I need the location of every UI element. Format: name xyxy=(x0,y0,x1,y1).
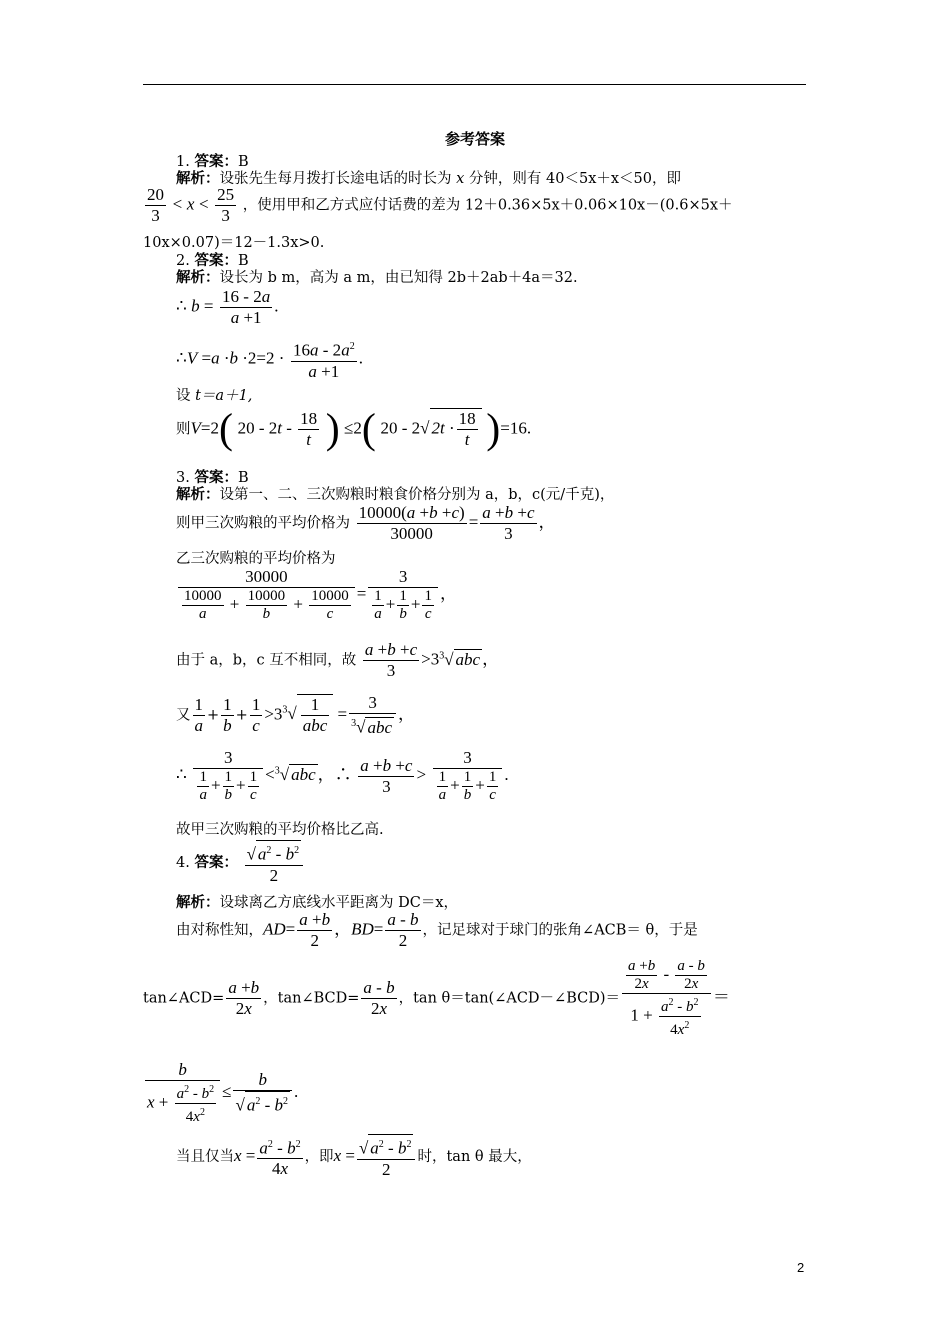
fraction-mean-2: $\frac{a +b +c}{3}$ xyxy=(360,755,413,796)
q4-text-3a: tan∠ACD= xyxy=(143,990,225,1007)
q4-text-5c: 时，tan θ 最大， xyxy=(417,1148,532,1165)
fraction-jia-2: $\frac{a +b +c}{3}$ xyxy=(482,503,535,543)
q4-text-5a: 当且仅当 xyxy=(176,1148,234,1165)
fraction-jia: $\frac{10000(a +b +c)}{30000}$ xyxy=(358,503,465,543)
fraction-yi-4: 3 $\frac{1}{a}$ + $\frac{1}{b}$ + $\frac{1}{c}$ xyxy=(433,748,503,804)
header-rule xyxy=(143,84,806,85)
page-number: 2 xyxy=(797,1260,805,1275)
q1-number: 1. xyxy=(176,154,190,170)
fraction-bd: $\frac{a - b}{2}$ xyxy=(387,910,419,950)
q1-var-x: x xyxy=(456,171,465,187)
q4-text-2b: ，记足球对于球门的张角∠ACB＝ θ，于是 xyxy=(422,922,698,939)
q2-answer: B xyxy=(237,253,249,269)
q2-result: =16 xyxy=(500,418,527,438)
q2-then: 则 xyxy=(176,421,191,438)
q4-analysis-line1 xyxy=(176,891,458,912)
fraction-yi: 30000 $\frac{10000}{a}$ + $\frac{10000}{b}$ + $\frac{10000}{c}$ xyxy=(178,567,355,623)
q4-text-5b: ，即 xyxy=(304,1148,334,1165)
q4-line2: 由对称性知，AD= $\frac{a +b}{2}$ ，BD= $\frac{a - b}{2}$ ，记足球对于球门的张角∠ACB＝ θ，于是 xyxy=(176,910,698,950)
q3-line4: 由于 a，b，c 互不相同，故 $\frac{a +b +c}{3}$ $>3^3√$ abc ， xyxy=(176,640,500,680)
q3-answer: B xyxy=(237,470,249,486)
fraction-tan-bcd: $\frac{a - b}{2x}$ xyxy=(363,978,395,1018)
fraction-20-3: $\frac{20}{3}$ xyxy=(147,185,164,225)
q3-analysis-line1 xyxy=(176,483,614,504)
fraction-q4-answer: $\frac{√ a^2 - b^2}{2}$ xyxy=(245,840,304,886)
fraction-ad: $\frac{a +b}{2}$ xyxy=(299,910,331,950)
q1-answer: B xyxy=(237,154,249,170)
fraction-mean: $\frac{a +b +c}{3}$ xyxy=(364,640,418,680)
fraction-x-2: $\frac{√ a^2 - b^2}{2}$ xyxy=(357,1134,416,1180)
fraction-1-abc: $\frac{1}{\text{abc}}$ xyxy=(302,694,328,735)
fraction-yi-2: 3 $\frac{1}{a}$ + $\frac{1}{b}$ + $\frac{1}{c}$ xyxy=(368,567,438,623)
q3-text-1: 设第一、二、三次购粮时粮食价格分别为 a，b，c(元/千克)， xyxy=(219,487,615,503)
q3-conclusion: 故甲三次购粮的平均价格比乙高. xyxy=(176,822,384,838)
fraction-18-t: $\frac{18}{t}$ xyxy=(300,408,318,449)
q2-text-1: 设长为 b m，高为 a m，由已知得 2b＋2ab＋4a＝32. xyxy=(219,270,578,286)
fraction-1-b: $\frac{1}{b}$ xyxy=(223,694,232,735)
fraction-25-3: $\frac{25}{3}$ xyxy=(217,185,235,225)
q2-t: t＝a＋1, xyxy=(195,388,253,404)
answer-label: 答案： xyxy=(194,853,238,871)
q3-number: 3. xyxy=(176,470,190,486)
q3-line2: 则甲三次购粮的平均价格为 $\frac{10000(a +b +c)}{30000}$ = $\frac{a +b +c}{3}$ ， xyxy=(176,503,556,543)
fraction-b-over: b x + $\frac{a^2 - b^2}{4x^2}$ xyxy=(145,1060,220,1126)
fraction-18-t-2: $\frac{18}{t}$ xyxy=(458,409,476,449)
q2-number: 2. xyxy=(176,253,190,269)
fraction-v: $\frac{16a - 2a^2}{a +1}$ xyxy=(291,337,357,382)
fraction-tan-acd: $\frac{a +b}{2x}$ xyxy=(228,978,260,1018)
q3-line5: 又 $\frac{1}{a}$ + $\frac{1}{b}$ + $\frac{1}{c}$ $>3^3√$ $\frac{1}{\text{abc}}$ = $\frac{3}{^3√ abc}$ ， xyxy=(176,693,416,737)
q4-line4: b x + $\frac{a^2 - b^2}{4x^2}$ ≤ $\frac{b}{√ a^2 - b^2}$ . xyxy=(147,1060,299,1125)
fraction-b: $\frac{16 - 2a}{a +1}$ xyxy=(222,287,271,327)
analysis-label: 解析： xyxy=(176,486,220,503)
q4-line3: tan∠ACD= $\frac{a +b}{2x}$ ，tan∠BCD= $\frac{a - b}{2x}$ ，tan θ＝tan(∠ACD－∠BCD)＝ $\frac{a +b}{2x}$ - $\frac{a - b}{2x}$ 1 + $\frac{a^2 - b^2}{4x^2}$ ＝ xyxy=(143,958,730,1038)
q2-substitution xyxy=(176,384,252,405)
q4-text-1: 设球离乙方底线水平距离为 DC＝x， xyxy=(219,895,459,911)
answer-label: 答案： xyxy=(194,469,238,486)
analysis-label: 解析： xyxy=(176,269,220,286)
q2-formula-b: ∴ b = $\frac{16 - 2a}{a +1}$ . xyxy=(176,287,279,327)
page-title: 参考答案 xyxy=(444,130,505,148)
q3-text-5: 又 xyxy=(176,707,191,724)
q2-analysis-line1 xyxy=(176,266,578,287)
answer-label: 答案： xyxy=(194,153,238,170)
sqrt-2t: 2t · $\frac{18}{t}$ xyxy=(430,408,482,450)
q1-text-2: ，使用甲和乙方式应付话费的差为 12＋0.36×5x＋0.06×10x－(0.6×5x＋ xyxy=(242,197,733,214)
q3-text-2: 则甲三次购粮的平均价格为 xyxy=(176,515,350,532)
q3-line3: 乙三次购粮的平均价格为 xyxy=(176,551,336,567)
fraction-x-1: $\frac{a^2 - b^2}{4x}$ xyxy=(257,1135,302,1180)
q1-analysis-line2: $\frac{20}{3}$ < x < $\frac{25}{3}$ ，使用甲和乙方式应付话费的差为 12＋0.36×5x＋0.06×10x－(0.6×5x＋ xyxy=(147,185,733,225)
analysis-label: 解析： xyxy=(176,170,220,187)
q3-text-4: 由于 a，b，c 互不相同，故 xyxy=(176,652,357,669)
fraction-1-a: $\frac{1}{a}$ xyxy=(194,694,203,735)
q3-yi-formula: 30000 $\frac{10000}{a}$ + $\frac{10000}{b}$ + $\frac{10000}{c}$ = 3 $\frac{1}{a}$ + $\frac{1}{b}$ + $\frac{1}{c}$ ， xyxy=(176,567,457,623)
q1-analysis-line3: 10x×0.07)＝12－1.3x>0. xyxy=(143,235,325,251)
sqrt-1-abc xyxy=(297,694,334,736)
q2-let: 设 xyxy=(176,388,191,404)
q4-text-3c: ，tan θ＝tan(∠ACD－∠BCD)＝ xyxy=(398,990,621,1007)
q3-line6: ∴ 3 $\frac{1}{a}$ + $\frac{1}{b}$ + $\frac{1}{c}$ <$^3$√ abc ，∴ $\frac{a +b +c}{3}$ > 3 $\frac{1}{a}$ + $\frac{1}{b}$ + $\frac{1}{c}$ . xyxy=(176,748,509,803)
q2-inequality: 则V=2( 20 - 2t - $\frac{18}{t}$ ) ≤2( 20 - 2√ 2t · $\frac{18}{t}$ )=16. xyxy=(176,406,532,453)
q4-number: 4. xyxy=(176,854,190,871)
fraction-1-c: $\frac{1}{c}$ xyxy=(251,694,261,735)
q1-text-1: 设张先生每月拨打长途电话的时长为 xyxy=(219,171,452,187)
q4-answer-line xyxy=(176,840,305,886)
q1-text-1b: 分钟，则有 40＜5x＋x＜50，即 xyxy=(468,171,681,187)
fraction-tan-theta: $\frac{a +b}{2x}$ - $\frac{a - b}{2x}$ 1 + $\frac{a^2 - b^2}{4x^2}$ xyxy=(622,958,711,1039)
fraction-b-sqrt: $\frac{b}{√ a^2 - b^2}$ xyxy=(233,1070,292,1116)
fraction-3-cbrt: $\frac{3}{^3√ abc}$ xyxy=(349,693,396,738)
fraction-yi-3: 3 $\frac{1}{a}$ + $\frac{1}{b}$ + $\frac{1}{c}$ xyxy=(193,748,263,804)
q2-formula-v: ∴V =a ·b ·2=2 · $\frac{16a - 2a^2}{a +1}$ . xyxy=(176,337,363,382)
analysis-label: 解析： xyxy=(176,894,220,911)
q4-line5: 当且仅当x = $\frac{a^2 - b^2}{4x}$ ，即x = $\frac{√ a^2 - b^2}{2}$ 时，tan θ 最大， xyxy=(176,1134,532,1180)
q4-text-2a: 由对称性知， xyxy=(176,922,263,939)
answer-label: 答案： xyxy=(194,252,238,269)
q4-text-3b: ，tan∠BCD= xyxy=(263,990,360,1007)
